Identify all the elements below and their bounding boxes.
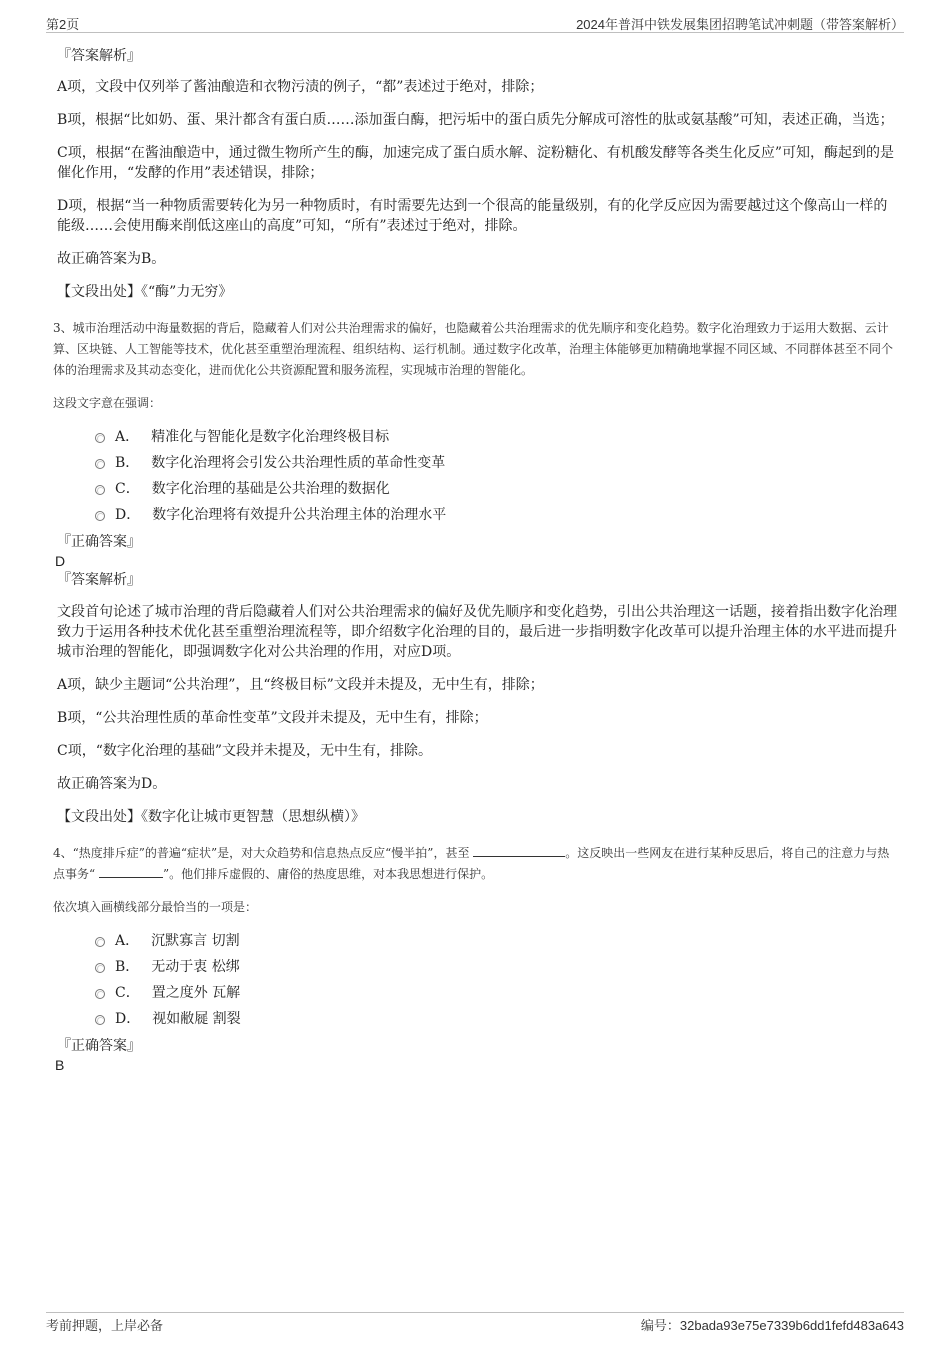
q3-options [95,423,897,527]
q3-analysis-a: A项，缺少主题词“公共治理”，且“终极目标”文段并未提及，无中生有，排除； [57,677,544,693]
q2-conclusion: 故正确答案为B。 [57,251,166,267]
radio-icon[interactable] [95,433,105,443]
q2-analysis-b: B项，根据“比如奶、蛋、果汁都含有蛋白质……添加蛋白酶，把污垢中的蛋白质先分解成可溶性的肽或氨基酸”可知，表述正确，当选； [57,112,894,128]
radio-icon[interactable] [95,1015,105,1025]
q2-analysis-c: C项，根据“在酱油酿造中，通过微生物所产生的酶，加速完成了蛋白质水解、淀粉糖化、有机酸发酵等各类生化反应”可知，酶起到的是催化作用，“发酵的作用”表述错误，排除； [57,145,895,181]
document-title: 2024年普洱中铁发展集团招聘笔试冲刺题（带答案解析） [576,17,904,32]
q4-answer-label: 『正确答案』 [57,1038,141,1054]
radio-icon[interactable] [95,511,105,521]
q3-answer: D [55,553,66,569]
q2-analysis-label: 『答案解析』 [57,48,141,64]
page-header [46,12,904,33]
page-number: 第2页 [46,17,80,32]
q4-option-b[interactable]: B． 无动于衷 松绑 [95,953,897,979]
radio-icon[interactable] [95,485,105,495]
q3-option-c[interactable]: C． 数字化治理的基础是公共治理的数据化 [95,475,897,501]
q3-analysis-b: B项，“公共治理性质的革命性变革”文段并未提及，无中生有，排除； [57,710,488,726]
page-content [53,46,897,1075]
document-id: 编号：32bada93e75e7339b6dd1fefd483a643 [640,1318,904,1333]
q3-analysis-c: C项，“数字化治理的基础”文段并未提及，无中生有，排除。 [57,743,433,759]
q4-option-d[interactable]: D． 视如敝屣 割裂 [95,1005,897,1031]
q3-analysis: 文段首句论述了城市治理的背后隐藏着人们对公共治理需求的偏好及优先顺序和变化趋势，引出公共治理这一话题，接着指出数字化治理致力于运用各种技术优化甚至重塑治理流程等，即介绍数字化治理的目的，最后进一步指明数字化改革可以提升治理主体的水平进而提升城市治理的智能化，即强调数字化对公共治理的作用，对应D项。 [57,604,897,660]
q4-answer: B [55,1057,65,1073]
fill-blank-1 [473,844,565,857]
q3-prompt: 这段文字意在强调： [53,396,162,410]
q3-option-b[interactable]: B． 数字化治理将会引发公共治理性质的革命性变革 [95,449,897,475]
q3-option-d[interactable]: D． 数字化治理将有效提升公共治理主体的治理水平 [95,501,897,527]
q2-source: 【文段出处】《“酶”力无穷》 [57,284,233,300]
footer-slogan: 考前押题，上岸必备 [46,1318,164,1333]
q3-conclusion: 故正确答案为D。 [57,776,167,792]
radio-icon[interactable] [95,459,105,469]
q3-stem: 3、城市治理活动中海量数据的背后，隐藏着人们对公共治理需求的偏好，也隐藏着公共治理需求的优先顺序和变化趋势。数字化治理致力于运用大数据、云计算、区块链、人工智能等技术，优化甚至重塑治理流程、组织结构、运行机制。通过数字化改革，治理主体能够更加精确地掌握不同区域、不同群体甚至不同个体的治理需求及其动态变化，进而优化公共资源配置和服务流程，实现城市治理的智能化。 [53,321,894,377]
q3-option-a[interactable]: A． 精准化与智能化是数字化治理终极目标 [95,423,897,449]
q4-prompt: 依次填入画横线部分最恰当的一项是： [53,900,258,914]
q3-answer-label: 『正确答案』 [57,534,141,550]
page-footer [46,1312,904,1339]
q3-analysis-label: 『答案解析』 [57,572,141,588]
radio-icon[interactable] [95,989,105,999]
q3-source: 【文段出处】《数字化让城市更智慧（思想纵横）》 [57,809,365,825]
q4-options [95,927,897,1031]
radio-icon[interactable] [95,937,105,947]
q4-stem: 4、“热度排斥症”的普遍“症状”是，对大众趋势和信息热点反应“慢半拍”，甚至 。这反映出一些网友在进行某种反思后，将自己的注意力与热点事务“ ”。他们排斥虚假的、庸俗的热度思维，对本我思想进行保护。 [53,846,890,881]
radio-icon[interactable] [95,963,105,973]
q4-option-a[interactable]: A． 沉默寡言 切割 [95,927,897,953]
q4-option-c[interactable]: C． 置之度外 瓦解 [95,979,897,1005]
q2-analysis-a: A项，文段中仅列举了酱油酿造和衣物污渍的例子，“都”表述过于绝对，排除； [57,79,544,95]
fill-blank-2 [99,865,163,878]
q2-analysis-d: D项，根据“当一种物质需要转化为另一种物质时，有时需要先达到一个很高的能量级别，有的化学反应因为需要越过这个像高山一样的能级……会使用酶来削低这座山的高度”可知，“所有”表述过于绝对，排除。 [57,198,888,234]
